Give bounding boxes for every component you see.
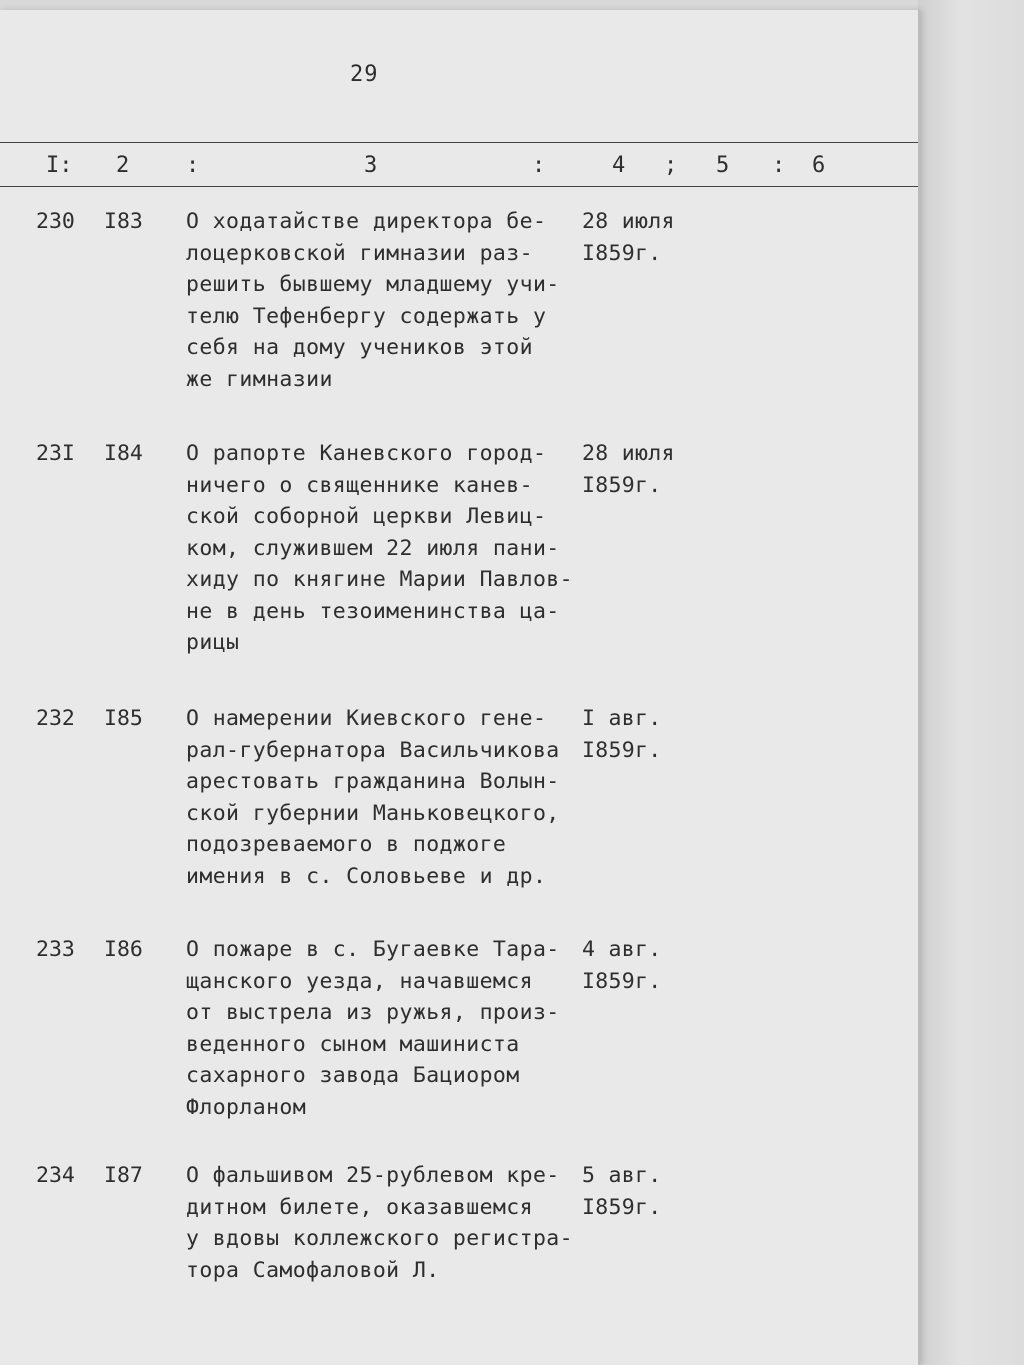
background-sheet-edge [918, 0, 1024, 1365]
row-number: 233 [36, 937, 75, 962]
column-header-4: 4 [612, 153, 626, 178]
case-number: I84 [104, 441, 143, 466]
column-header-1: I: [46, 153, 73, 178]
case-number: I86 [104, 937, 143, 962]
case-number: I87 [104, 1163, 143, 1188]
case-description: О фальшивом 25-рублевом кре- дитном билете, оказавшемся у вдовы коллежского регистра- тора Самофаловой Л. [186, 1163, 573, 1283]
row-number: 232 [36, 706, 75, 731]
case-number: I83 [104, 209, 143, 234]
row-number: 230 [36, 209, 75, 234]
case-date: 28 июля I859г. [582, 209, 675, 266]
case-date: 5 авг. I859г. [582, 1163, 662, 1220]
case-date: 28 июля I859г. [582, 441, 675, 498]
table-top-rule [0, 142, 918, 143]
typewritten-page [0, 10, 920, 1365]
column-header-6: 6 [812, 153, 826, 178]
case-description: О пожаре в с. Бугаевке Тара- щанского уезда, начавшемся от выстрела из ружья, произ- веденного сыном машиниста сахарного завода Бациором Флорланом [186, 937, 560, 1120]
column-separator: : [532, 153, 546, 178]
column-separator: : [772, 153, 786, 178]
case-number: I85 [104, 706, 143, 731]
column-separator: : [186, 153, 200, 178]
column-header-2: 2 [116, 153, 130, 178]
row-number: 234 [36, 1163, 75, 1188]
case-date: I авг. I859г. [582, 706, 662, 763]
case-description: О рапорте Каневского город- ничего о священнике канев- ской соборной церкви Левиц- ком, служившем 22 июля пани- хиду по княгине Марии Павлов- не в день тезоименинства ца- рицы [186, 441, 573, 655]
case-date: 4 авг. I859г. [582, 937, 662, 994]
case-description: О ходатайстве директора бе- лоцерковской гимназии раз- решить бывшему младшему учи- телю Тефенбергу содержать у себя на дому учеников этой же гимназии [186, 209, 560, 392]
table-header-rule [0, 186, 918, 187]
column-header-3: 3 [364, 153, 378, 178]
case-description: О намерении Киевского гене- рал-губернатора Васильчикова арестовать гражданина Волын- ской губернии Маньковецкого, подозреваемого в поджоге имения в с. Соловьеве и др. [186, 706, 560, 889]
column-separator: ; [664, 153, 678, 178]
page-number: 29 [350, 62, 379, 87]
row-number: 23I [36, 441, 75, 466]
column-header-5: 5 [716, 153, 730, 178]
